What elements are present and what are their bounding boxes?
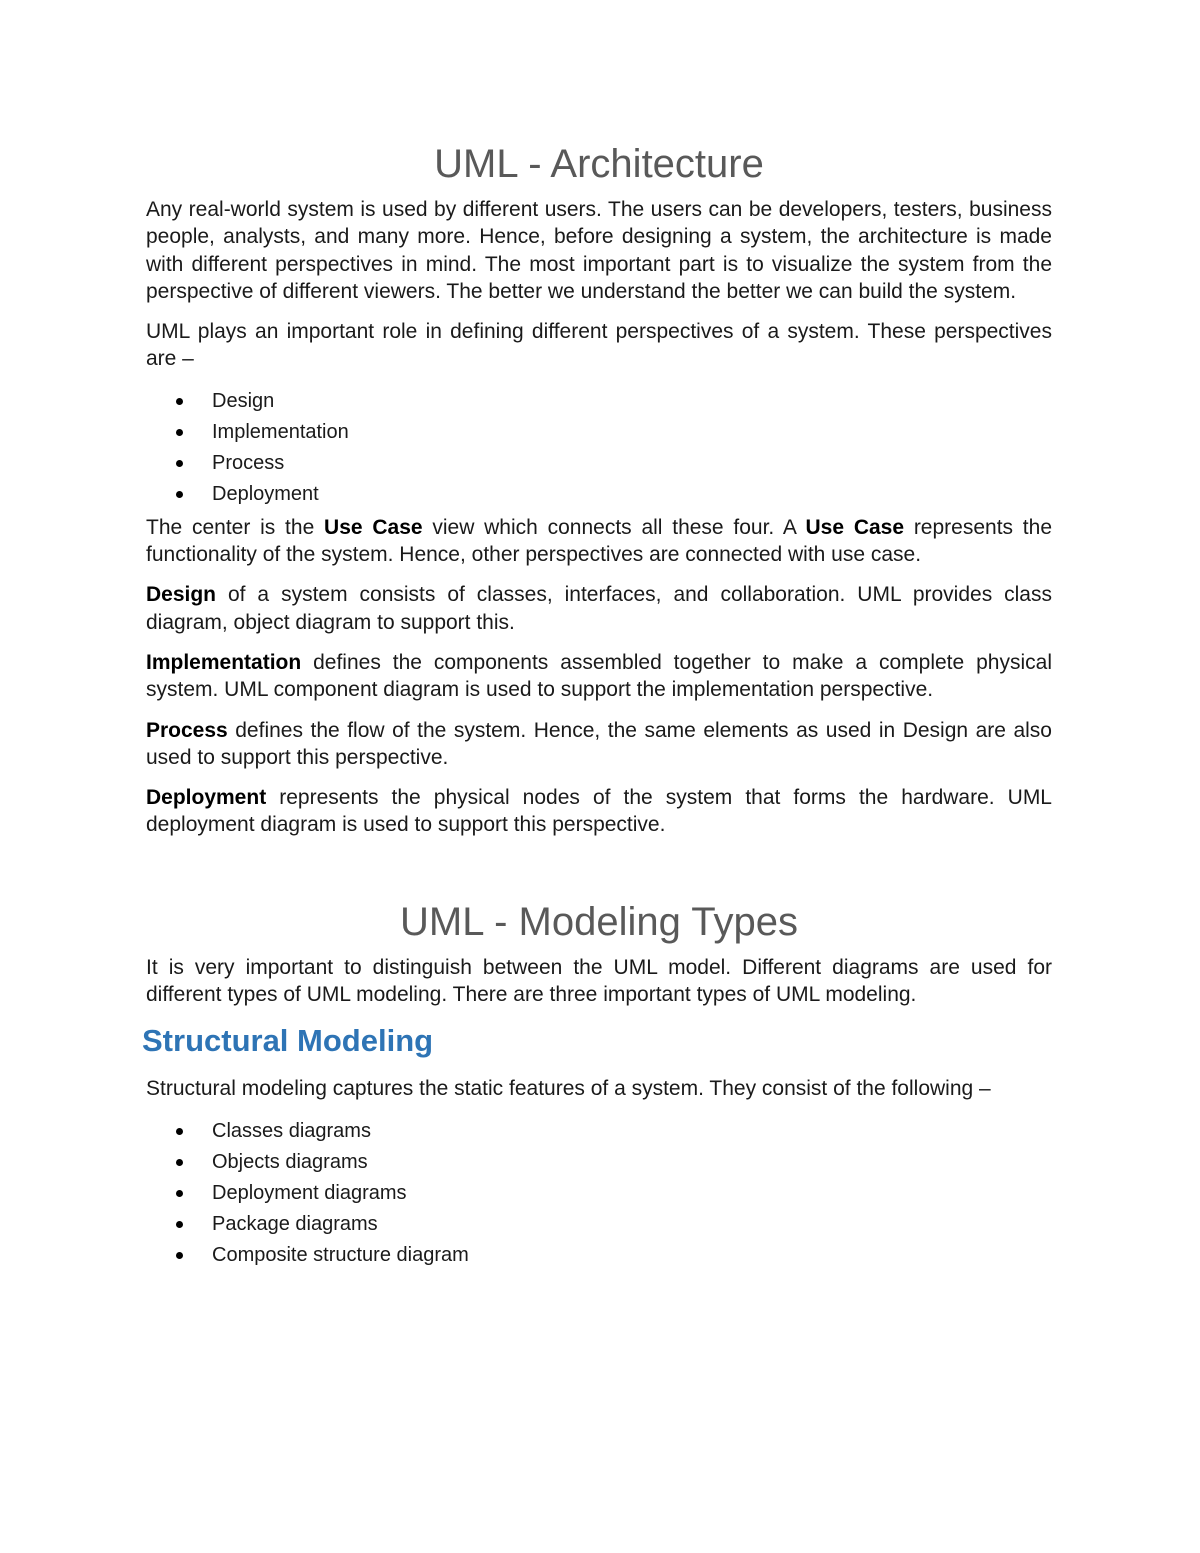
list-item [146, 1147, 1052, 1178]
list-item [146, 1209, 1052, 1240]
bullet-icon [176, 1252, 183, 1259]
structural-modeling-paragraph: Structural modeling captures the static features of a system. They consist of the following – [146, 1077, 991, 1101]
bullet-icon [176, 491, 183, 498]
document-page [142, 140, 1053, 1271]
process-term: Process [146, 718, 228, 742]
list-item-label: Deployment diagrams [212, 1181, 407, 1204]
bullet-icon [176, 1221, 183, 1228]
text-run: of a system consists of classes, interfaces, and collaboration. UML provides class diagram, object diagram to support this. [146, 583, 1052, 634]
list-item-label: Classes diagrams [212, 1119, 371, 1142]
intro-paragraph: Any real-world system is used by different users. The users can be developers, testers, business people, analysts, and many more. Hence, before designing a system, the architecture is made with different perspectives in mind. The most important part is to visualize the system from the perspective of different viewers. The better we understand the better we can build the system. [146, 198, 1052, 303]
bullet-icon [176, 1190, 183, 1197]
text-run: defines the flow of the system. Hence, the same elements as used in Design are also used to support this perspective. [146, 718, 1052, 769]
list-item [146, 479, 1052, 510]
bullet-icon [176, 1128, 183, 1135]
text-run: represents the functionality of the system. Hence, other perspectives are connected with use case. [146, 515, 1053, 567]
perspectives-list [146, 386, 1052, 510]
bullet-icon [176, 429, 183, 436]
text-run: The center is the [146, 515, 325, 539]
section-title-architecture: UML - Architecture [434, 142, 764, 186]
process-paragraph [146, 717, 1052, 772]
list-item [146, 1178, 1052, 1209]
structural-diagrams-list [146, 1116, 1052, 1271]
use-case-term: Use Case [324, 515, 423, 539]
structural-modeling-heading: Structural Modeling [142, 1023, 434, 1059]
list-item-label: Package diagrams [212, 1212, 378, 1235]
list-item-label: Objects diagrams [212, 1150, 368, 1173]
use-case-paragraph [146, 514, 1052, 569]
implementation-paragraph [146, 649, 1052, 704]
list-item [146, 448, 1052, 479]
list-item [146, 1116, 1052, 1147]
list-item-label: Process [212, 451, 285, 474]
list-item [146, 1240, 1052, 1271]
section-title-modeling-types: UML - Modeling Types [400, 899, 798, 944]
list-item-label: Deployment [212, 482, 319, 505]
text-run: defines the components assembled together to make a complete physical system. UML component diagram is used to support the implementation perspective. [146, 650, 1052, 702]
list-item [146, 417, 1052, 448]
deployment-paragraph [146, 784, 1052, 839]
bullet-icon [176, 460, 183, 467]
design-term: Design [146, 583, 217, 607]
perspectives-intro-paragraph: UML plays an important role in defining different perspectives of a system. These perspectives are – [146, 320, 1052, 371]
implementation-term: Implementation [146, 650, 302, 674]
list-item-label: Composite structure diagram [212, 1243, 469, 1266]
deployment-term: Deployment [146, 786, 267, 810]
text-run: represents the physical nodes of the system that forms the hardware. UML deployment diagram is used to support this perspective. [146, 786, 1052, 837]
design-paragraph [146, 581, 1052, 636]
modeling-intro-paragraph: It is very important to distinguish between the UML model. Different diagrams are used for different types of UML modeling. There are three important types of UML modeling. [146, 955, 1052, 1007]
bullet-icon [176, 1159, 183, 1166]
use-case-term: Use Case [805, 515, 905, 539]
list-item [146, 386, 1052, 417]
bullet-icon [176, 398, 183, 405]
list-item-label: Design [212, 389, 275, 412]
list-item-label: Implementation [212, 420, 349, 443]
text-run: view which connects all these four. A [422, 515, 806, 539]
